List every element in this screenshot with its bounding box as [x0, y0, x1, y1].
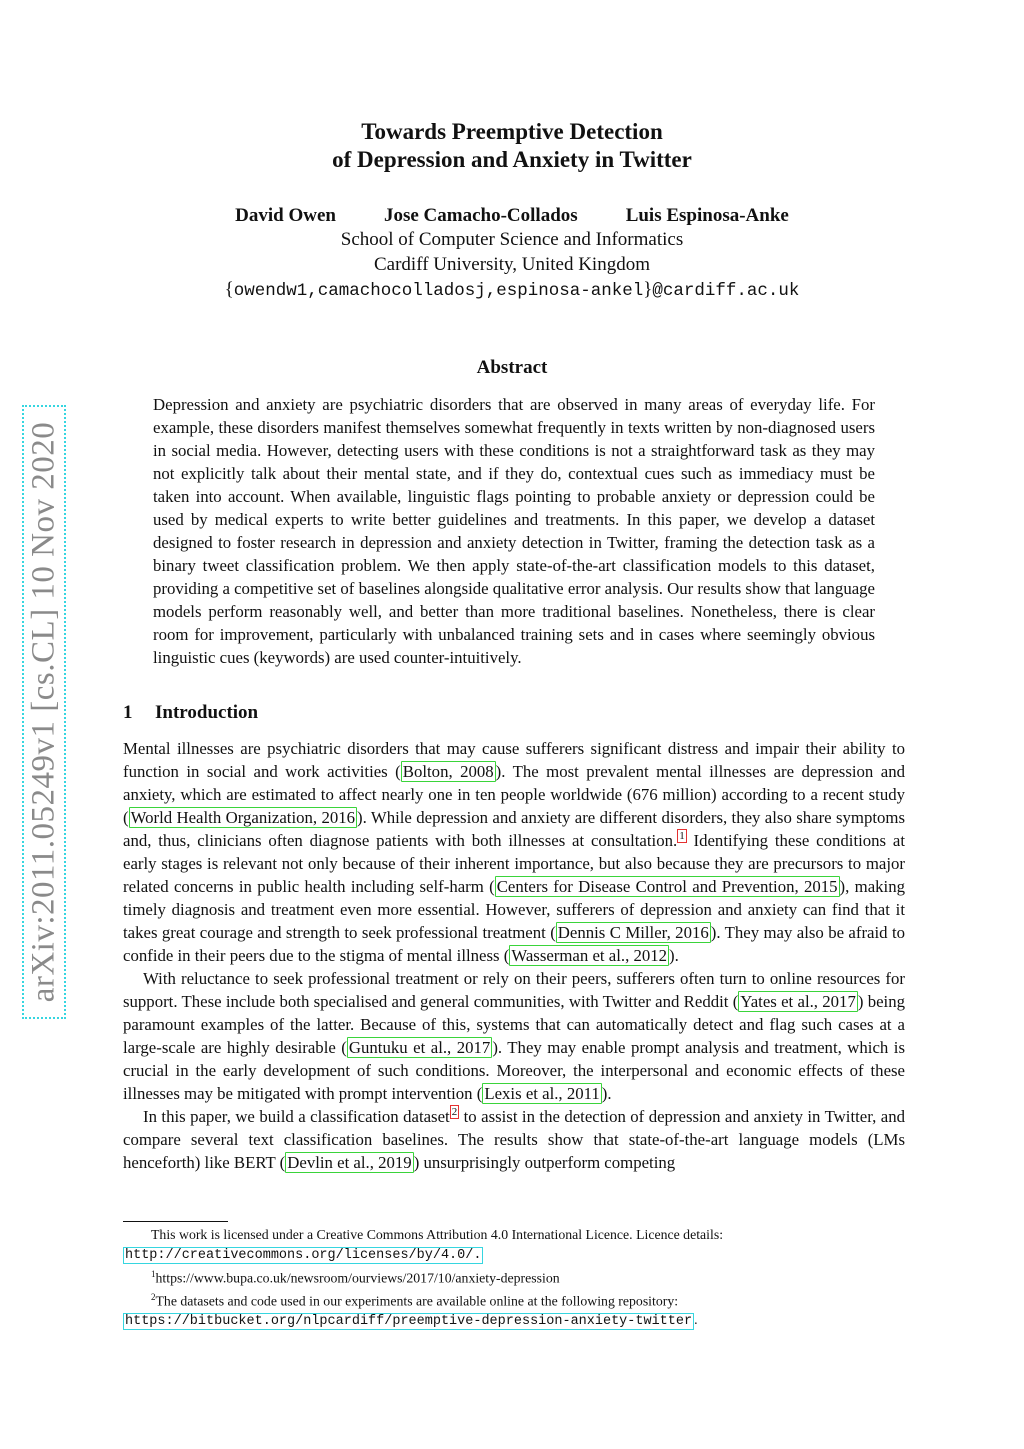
- footnote-ref-2[interactable]: 2: [451, 1106, 458, 1119]
- email-users: owendw1,camachocolladosj,espinosa-ankel: [233, 281, 644, 301]
- text-run: ). They may enable prompt analysis and treatment, which is crucial in the early development of such conditions. Moreover, the interpersonal and economic effects of these illnesses may be mitigated with prompt intervention (: [123, 1038, 906, 1103]
- footnote-1-mark: 1: [151, 1269, 156, 1279]
- author-3: Luis Espinosa-Anke: [625, 205, 789, 226]
- citation-bolton-2008[interactable]: Bolton, 2008: [402, 762, 494, 781]
- affiliation-university: Cardiff University, United Kingdom: [374, 254, 650, 275]
- footnote-2-text: The datasets and code used in our experiments are available online at the following repository:: [155, 1293, 679, 1309]
- text-run: ). While depression and anxiety are different disorders, they also share symptoms and, thus, clinicians often diagnose patients with both illnesses at consultation.: [123, 808, 905, 850]
- footnote-2-period: .: [694, 1312, 698, 1328]
- section-heading-introduction: [123, 702, 258, 724]
- paragraph-2: [123, 967, 905, 1105]
- license-link[interactable]: http://creativecommons.org/licenses/by/4.0/.: [125, 1247, 482, 1263]
- title-line-2: of Depression and Anxiety in Twitter: [332, 147, 692, 172]
- author-1: David Owen: [235, 205, 336, 226]
- footnote-2: [123, 1288, 905, 1311]
- citation-who-2016[interactable]: World Health Organization, 2016: [130, 808, 356, 827]
- text-run: In this paper, we build a classification dataset: [143, 1107, 450, 1126]
- footnote-ref-1[interactable]: 1: [679, 830, 685, 843]
- citation-cdc-2015[interactable]: Centers for Disease Control and Prevention, 2015: [496, 877, 838, 896]
- text-run: Identifying these conditions at early stages is relevant not only because of their inherent importance, but also because they are precursors to major related concerns in public health including self-harm (: [123, 831, 905, 896]
- text-run: ), making timely diagnosis and treatment even more essential. However, sufferers of depression and anxiety can find that it takes great courage and strength to seek professional treatment (: [123, 877, 905, 942]
- text-run: ) being paramount examples of the latter. Because of this, systems that can automatically detect and flag such cases at a large-scale are highly desirable (: [123, 992, 905, 1057]
- text-run: to assist in the detection of depression and anxiety in Twitter, and compare several text classification baselines. The results show that state-of-the-art language models (LMs henceforth) like BERT (: [123, 1107, 905, 1172]
- text-run: ). They may also be afraid to confide in their peers due to the stigma of mental illness (: [123, 923, 906, 965]
- footnote-1: [123, 1265, 905, 1288]
- section-number: 1: [123, 702, 133, 723]
- footnote-divider: [123, 1221, 228, 1222]
- license-text: This work is licensed under a Creative Commons Attribution 4.0 International Licence. Licence details:: [151, 1227, 724, 1242]
- citation-devlin-2019[interactable]: Devlin et al., 2019: [287, 1153, 412, 1172]
- paper-title: [0, 118, 1024, 174]
- arxiv-stamp[interactable]: [22, 405, 66, 1019]
- text-run: ). The most prevalent mental illnesses are depression and anxiety, which are estimated to affect nearly one in ten people worldwide (676 million) according to a recent study (: [123, 762, 905, 827]
- text-run: ).: [601, 1084, 612, 1103]
- section-title: Introduction: [155, 702, 259, 723]
- footnote-2-mark: 2: [151, 1292, 156, 1303]
- footnote-license: [123, 1226, 905, 1245]
- footnote-license-url-line: [123, 1245, 905, 1266]
- author-list: [0, 204, 1024, 228]
- author-2: Jose Camacho-Collados: [383, 205, 578, 226]
- citation-yates-2017[interactable]: Yates et al., 2017: [740, 992, 856, 1011]
- paragraph-3: [123, 1105, 905, 1174]
- email-brace-close: }: [643, 279, 653, 300]
- arxiv-identifier: arXiv:2011.05249v1 [cs.CL] 10 Nov 2020: [25, 421, 62, 1003]
- citation-guntuku-2017[interactable]: Guntuku et al., 2017: [348, 1038, 491, 1057]
- citation-wasserman-2012[interactable]: Wasserman et al., 2012: [511, 946, 668, 965]
- text-run: With reluctance to seek professional treatment or rely on their peers, sufferers often turn to online resources for support. These include both specialised and general communities, with Twitter and Reddit (: [123, 969, 905, 1011]
- footnote-2-url-line: [123, 1311, 905, 1332]
- citation-miller-2016[interactable]: Dennis C Miller, 2016: [557, 923, 709, 942]
- email-domain: @cardiff.ac.uk: [652, 281, 800, 301]
- affiliation-school: School of Computer Science and Informatics: [340, 229, 684, 250]
- text-run: Mental illnesses are psychiatric disorders that may cause sufferers significant distress and impair their ability to function in social and work activities (: [123, 739, 905, 781]
- introduction-body: [123, 737, 905, 1174]
- paragraph-1: [123, 737, 905, 967]
- repository-link[interactable]: https://bitbucket.org/nlpcardiff/preemptive-depression-anxiety-twitter: [125, 1314, 693, 1330]
- abstract-heading: Abstract: [476, 357, 548, 378]
- citation-lexis-2011[interactable]: Lexis et al., 2011: [484, 1084, 600, 1103]
- text-run: ) unsurprisingly outperform competing: [413, 1153, 676, 1172]
- email-brace-open: {: [224, 279, 234, 300]
- text-run: ).: [669, 946, 679, 965]
- abstract-text: Depression and anxiety are psychiatric disorders that are observed in many areas of everyday life. For example, these disorders manifest themselves somewhat frequently in texts written by non-diagnosed users in social media. However, detecting users with these conditions is not a straightforward task as they may not explicitly talk about their mental state, and if they do, contextual cues such as immediacy must be taken into account. When available, linguistic flags pointing to probable anxiety or depression could be used by medical experts to write better guidelines and treatments. In this paper, we develop a dataset designed to foster research in depression and anxiety detection in Twitter, framing the detection task as a binary tweet classification problem. We then apply state-of-the-art classification models to this dataset, providing a competitive set of baselines alongside qualitative error analysis. Our results show that language models perform reasonably well, and better than more traditional baselines. Nonetheless, there is clear room for improvement, particularly with unbalanced training sets and in cases where seemingly obvious linguistic cues (keywords) are used counter-intuitively.: [153, 395, 875, 667]
- title-line-1: Towards Preemptive Detection: [361, 119, 663, 144]
- author-emails: [0, 278, 1024, 303]
- footnote-1-text: https://www.bupa.co.uk/newsroom/ourviews/2017/10/anxiety-depression: [155, 1270, 560, 1286]
- footnotes: [123, 1226, 905, 1332]
